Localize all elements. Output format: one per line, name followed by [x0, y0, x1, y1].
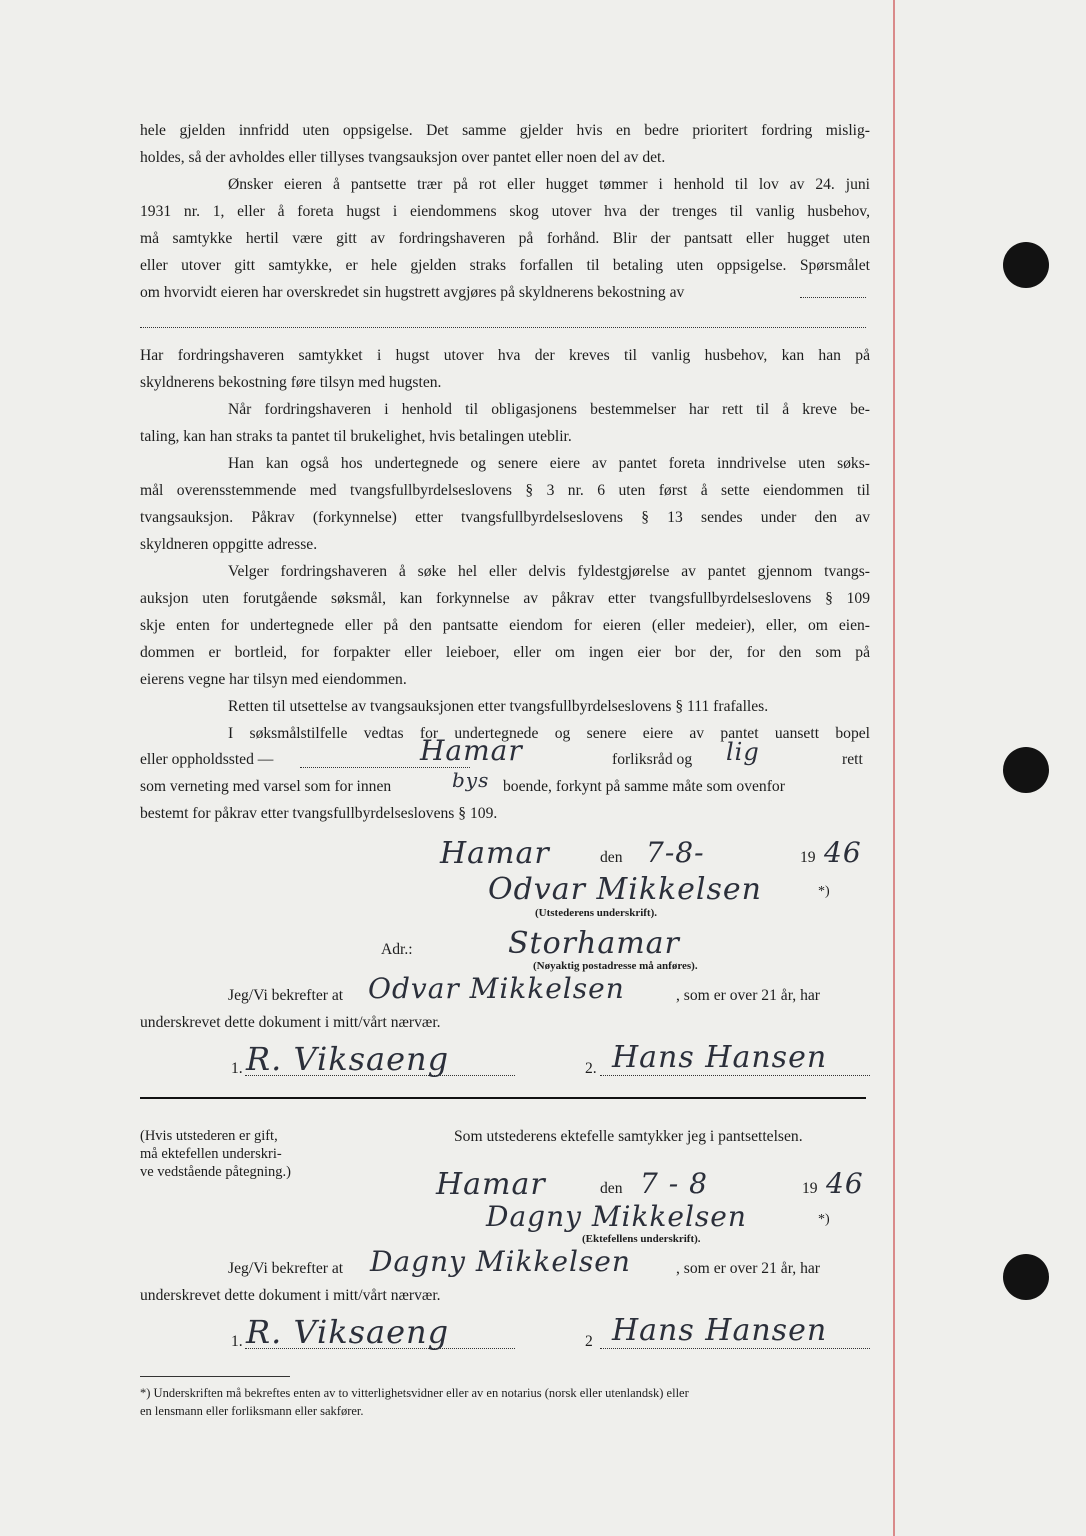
body-line: Retten til utsettelse av tvangsauksjonen etter tvangsfullbyrdelseslovens § 111 frafalles. [228, 698, 769, 715]
signature-caption: (Utstederens underskrift). [535, 907, 658, 919]
punch-hole [1003, 747, 1049, 793]
body-line: skyldnerens bekostning føre tilsyn med hugsten. [140, 374, 442, 391]
handwritten-confirm-name: Odvar Mikkelsen [368, 972, 625, 1005]
witness-text: Jeg/Vi bekrefter at [228, 1260, 344, 1277]
body-line: eller utover gitt samtykke, er hele gjelden straks forfallen til betaling uten oppsigelse. Spørsmålet [140, 257, 870, 274]
witness-text: , som er over 21 år, har [676, 987, 820, 1004]
handwritten-confirm-name: Dagny Mikkelsen [370, 1245, 631, 1278]
handwritten-place: Hamar [420, 734, 523, 767]
body-line: om hvorvidt eieren har overskredet sin hugstrett avgjøres på skyldnerens bekostning av [140, 284, 685, 301]
fill-line [600, 1348, 870, 1349]
handwritten-date: 7 - 8 [640, 1167, 708, 1200]
body-line: taling, kan han straks ta pantet til brukelighet, hvis betalingen uteblir. [140, 428, 572, 445]
body-line: som verneting med varsel som for innen [140, 778, 392, 795]
footnote-line: en lensmann eller forliksmann eller sakfører. [140, 1404, 364, 1418]
witness-number: 1. [231, 1060, 243, 1077]
year-prefix: 19 [800, 849, 816, 866]
body-line: boende, forkynt på samme måte som ovenfor [503, 778, 785, 795]
body-line: auksjon uten forutgående søksmål, kan forkynnelse av påkrav etter tvangsfullbyrdelseslovens § 109 [140, 590, 870, 607]
body-line: Ønsker eieren å pantsette trær på rot eller hugget tømmer i henhold til lov av 24. juni [228, 176, 870, 193]
body-line: Han kan også hos undertegnede og senere eiere av pantet foreta inndrivelse uten søks- [228, 455, 870, 472]
witness-number: 2. [585, 1060, 597, 1077]
body-line: må samtykke hertil være gitt av fordringshaveren på forhånd. Blir der pantsatt eller hugget uten [140, 230, 870, 247]
margin-rule [893, 0, 895, 1536]
footnote-marker: *) [818, 1212, 830, 1227]
witness-text: , som er over 21 år, har [676, 1260, 820, 1277]
fill-line [300, 767, 470, 768]
fill-line [140, 327, 866, 328]
body-line: I søksmålstilfelle vedtas for undertegnede og senere eiere av pantet uansett bopel [228, 725, 870, 742]
handwritten-year: 46 [826, 1167, 864, 1200]
spouse-consent: Som utstederens ektefelle samtykker jeg i pantsettelsen. [454, 1128, 803, 1145]
handwritten-local: lig [726, 738, 760, 766]
body-line: mål overensstemmende med tvangsfullbyrdelseslovens § 3 nr. 6 uten først å sette eiendommen til [140, 482, 870, 499]
footnote-marker: *) [818, 884, 830, 899]
year-prefix: 19 [802, 1180, 818, 1197]
handwritten-spouse-signature: Dagny Mikkelsen [486, 1200, 747, 1233]
address-label: Adr.: [381, 941, 413, 958]
witness-number: 1. [231, 1333, 243, 1350]
handwritten-city: Hamar [440, 836, 550, 871]
date-den-label: den [600, 849, 623, 866]
handwritten-city: Hamar [436, 1167, 546, 1202]
handwritten-year: 46 [824, 836, 862, 869]
handwritten-signature: Odvar Mikkelsen [488, 872, 762, 907]
spouse-note: må ektefellen underskri- [140, 1146, 282, 1162]
body-line: Når fordringshaveren i henhold til obligasjonens bestemmelser har rett til å kreve be- [228, 401, 870, 418]
body-line: skyldneren oppgitte adresse. [140, 536, 318, 553]
date-den-label: den [600, 1180, 623, 1197]
body-line: skje enten for undertegnede eller på den pantsatte eiendom for eieren (eller medeier), eller, om eien- [140, 617, 870, 634]
section-divider [140, 1097, 866, 1099]
body-line: forliksråd og [612, 751, 693, 768]
fill-line [800, 297, 866, 298]
body-line: 1931 nr. 1, eller å foreta hugst i eiendommens skog utover hva der trenges til vanlig husbehov, [140, 203, 870, 220]
handwritten-innen-suffix: bys [452, 768, 490, 792]
handwritten-date: 7-8- [646, 836, 705, 869]
footnote-rule [140, 1376, 290, 1377]
handwritten-address: Storhamar [508, 926, 680, 961]
footnote-line: *) Underskriften må bekreftes enten av to vitterlighetsvidner eller av en notarius (norsk eller utenlandsk) eller [140, 1386, 689, 1400]
handwritten-witness: R. Viksaeng [246, 1313, 450, 1351]
witness-text: Jeg/Vi bekrefter at [228, 987, 344, 1004]
body-line: eierens vegne har tilsyn med eiendommen. [140, 671, 407, 688]
punch-hole [1003, 242, 1049, 288]
body-line: tvangsauksjon. Påkrav (forkynnelse) etter tvangsfullbyrdelseslovens § 13 sendes under den av [140, 509, 870, 526]
witness-text: underskrevet dette dokument i mitt/vårt nærvær. [140, 1287, 441, 1304]
spouse-caption: (Ektefellens underskrift). [582, 1233, 701, 1245]
witness-number: 2 [585, 1333, 593, 1350]
handwritten-witness: R. Viksaeng [246, 1040, 450, 1078]
handwritten-witness: Hans Hansen [612, 1040, 828, 1075]
body-line: rett [842, 751, 863, 768]
witness-text: underskrevet dette dokument i mitt/vårt nærvær. [140, 1014, 441, 1031]
body-line: bestemt for påkrav etter tvangsfullbyrdelseslovens § 109. [140, 805, 498, 822]
body-line: eller oppholdssted — [140, 751, 274, 768]
body-line: Velger fordringshaveren å søke hel eller delvis fyldestgjørelse av pantet gjennom tvangs- [228, 563, 870, 580]
handwritten-witness: Hans Hansen [612, 1313, 828, 1348]
spouse-note: (Hvis utstederen er gift, [140, 1128, 278, 1144]
address-caption: (Nøyaktig postadresse må anføres). [533, 960, 698, 972]
body-line: holdes, så der avholdes eller tillyses tvangsauksjon over pantet eller noen del av det. [140, 149, 666, 166]
body-line: dommen er bortleid, for forpakter eller leieboer, eller om ingen eier bor der, for den som på [140, 644, 870, 661]
body-line: hele gjelden innfridd uten oppsigelse. Det samme gjelder hvis en bedre prioritert fordring mislig- [140, 122, 870, 139]
body-line: Har fordringshaveren samtykket i hugst utover hva der kreves til vanlig husbehov, kan han på [140, 347, 870, 364]
punch-hole [1003, 1254, 1049, 1300]
spouse-note: ve vedstående påtegning.) [140, 1164, 291, 1180]
fill-line [600, 1075, 870, 1076]
